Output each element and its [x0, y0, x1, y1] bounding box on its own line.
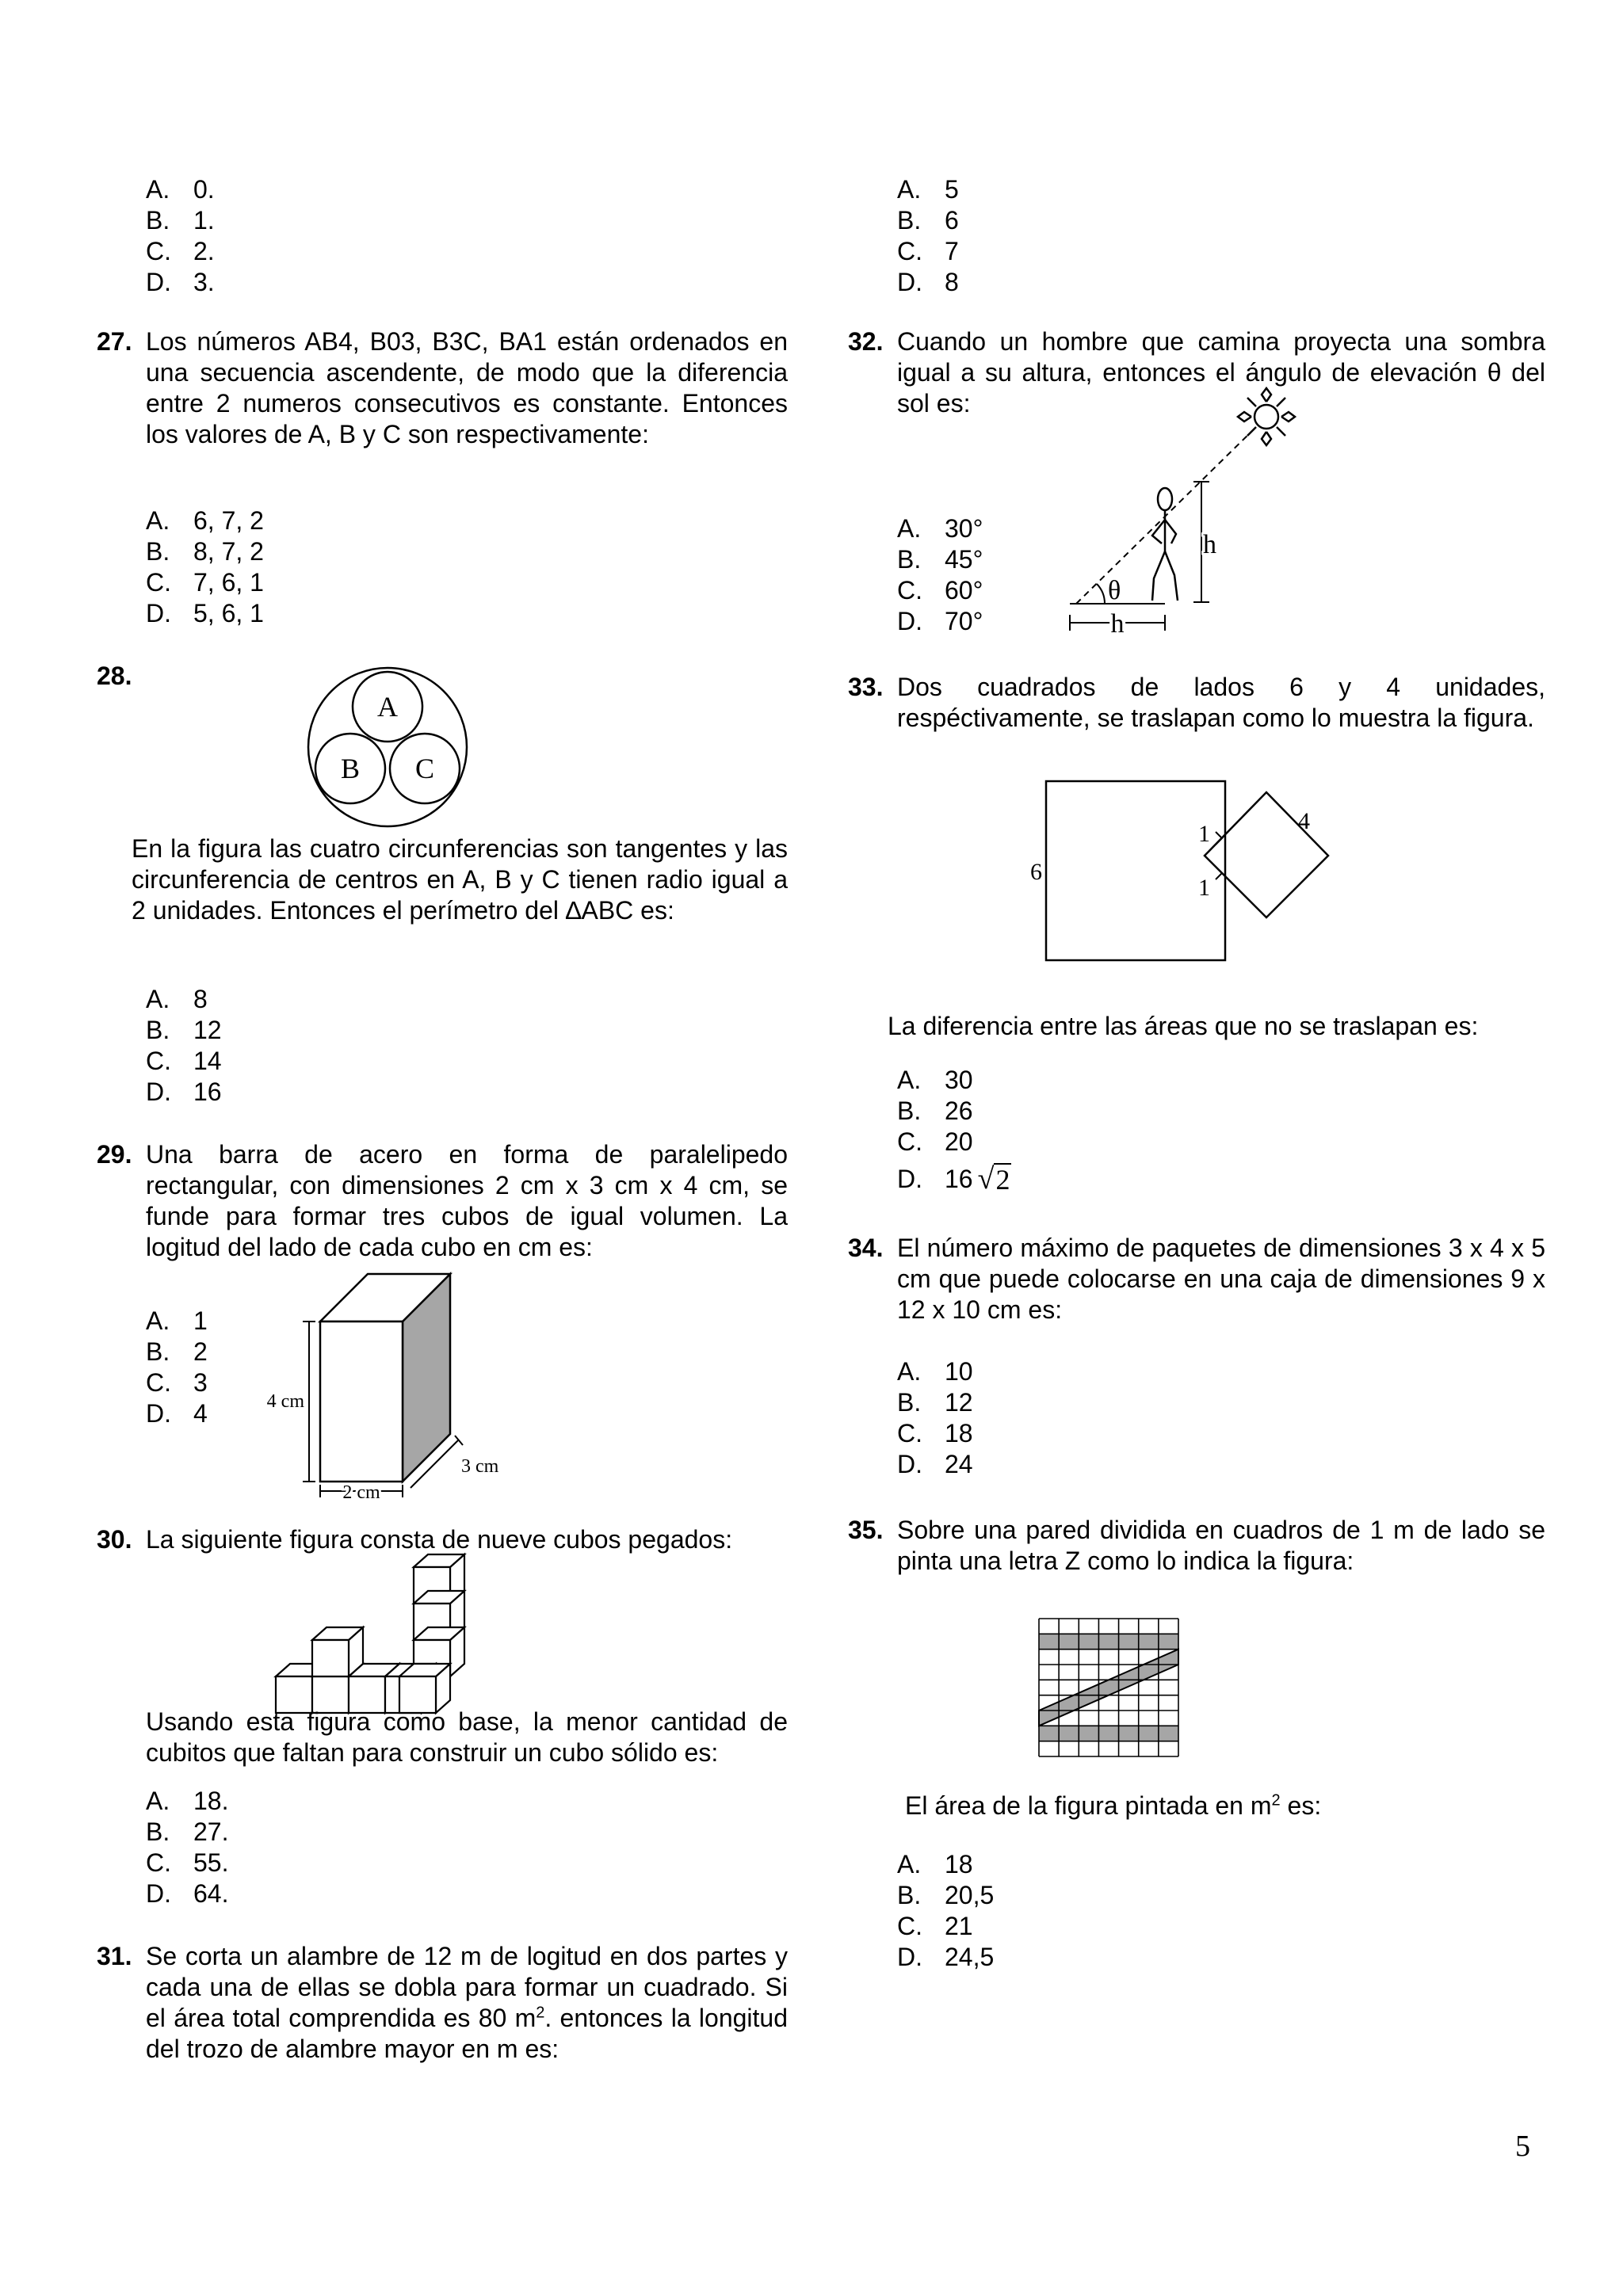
- unit-cube: [312, 1627, 363, 1676]
- q30-options: [146, 1786, 228, 1909]
- z-grid-figure: [1038, 1618, 1181, 1759]
- diagonal-band: [1039, 1650, 1178, 1726]
- question-text: La siguiente figura consta de nueve cubos pegados:: [146, 1525, 733, 1554]
- option-c[interactable]: C. 3: [146, 1368, 208, 1397]
- question-number: 31.: [97, 1942, 132, 1970]
- option-c[interactable]: C. 55.: [146, 1848, 229, 1877]
- sqrt-symbol: √: [977, 1162, 995, 1196]
- option-a[interactable]: A. 5: [897, 175, 959, 204]
- question-text: Una barra de acero en forma de paralelipedo rectangular, con dimensiones 2 cm x 3 cm x 4 cm, se funde para formar tres cubos de igual volumen. La logitud del lado de cada cubo en cm es:: [146, 1140, 788, 1261]
- option-d[interactable]: D. 24: [897, 1450, 973, 1478]
- option-d[interactable]: D. 24,5: [897, 1943, 995, 1971]
- option-d[interactable]: D. 16: [146, 1077, 222, 1106]
- cubes-figure: [176, 1545, 477, 1719]
- option-c[interactable]: C. 2.: [146, 237, 215, 265]
- shaded-band: [1039, 1634, 1178, 1649]
- question-text: Dos cuadrados de lados 6 y 4 unidades, respéctivamente, se traslapan como lo muestra la figura.: [897, 673, 1545, 732]
- question-28-text: En la figura las cuatro circunferencias son tangentes y las circunferencia de centros en A, B y C tienen radio igual a 2 unidades. Entonces el perímetro del ∆ABC es:: [132, 834, 788, 925]
- page-number: 5: [1515, 2130, 1530, 2163]
- option-a[interactable]: A. 8: [146, 985, 208, 1013]
- option-c[interactable]: C. 21: [897, 1912, 973, 1940]
- label-height: 4 cm: [266, 1391, 304, 1412]
- q33-options: [897, 1065, 973, 1158]
- sun-shadow-figure: [1046, 388, 1323, 642]
- question-text: Sobre una pared dividida en cuadros de 1 m de lado se pinta una letra Z como lo indica la figura:: [897, 1516, 1545, 1575]
- big-square: [1046, 781, 1225, 960]
- option-b[interactable]: B. 1.: [146, 206, 215, 235]
- label-width: 2 cm: [342, 1482, 380, 1503]
- option-b[interactable]: B. 12: [897, 1388, 973, 1417]
- option-c[interactable]: C. 60°: [897, 576, 983, 605]
- label-theta: θ: [1108, 576, 1121, 605]
- question-text: Los números AB4, B03, B3C, BA1 están ordenados en una secuencia ascendente, de modo que la diferencia entre 2 numeros consecutivos es constante. Entonces los valores de A, B y C son respectivamente:: [146, 327, 788, 448]
- label-h-vertical: h: [1203, 530, 1216, 559]
- option-a[interactable]: A. 10: [897, 1357, 973, 1386]
- option-a[interactable]: A. 0.: [146, 175, 215, 204]
- option-b[interactable]: B. 2: [146, 1337, 208, 1366]
- squares-figure: [991, 776, 1323, 974]
- label-b: B: [340, 753, 361, 784]
- left-column: [97, 0, 788, 2296]
- option-c[interactable]: C. 18: [897, 1419, 973, 1447]
- question-number: 33.: [848, 673, 884, 701]
- question-text: Se corta un alambre de 12 m de logitud en dos partes y cada una de ellas se dobla para formar un cuadrado. Si el área total comprendida es 80 $m^2$. entonces la longitud del trozo de alambre mayor en m es:: [146, 1942, 789, 2063]
- label-c: C: [414, 753, 435, 784]
- option-a[interactable]: A. 30°: [897, 514, 983, 543]
- q28-options: [146, 984, 222, 1108]
- option-b[interactable]: B. 12: [146, 1016, 222, 1044]
- question-33-text2: La diferencia entre las áreas que no se traslapan es:: [888, 1012, 1479, 1040]
- question-35-text2: El área de la figura pintada en $m^2$ es:: [905, 1791, 1322, 1820]
- q31-options: [897, 174, 959, 298]
- option-b[interactable]: B. 27.: [146, 1817, 229, 1846]
- question-number: 30.: [97, 1525, 132, 1554]
- question-text: Cuando un hombre que camina proyecta una sombra igual a su altura, entonces el ángulo de elevación θ del sol es:: [897, 327, 1545, 418]
- option-b[interactable]: B. 8, 7, 2: [146, 537, 264, 566]
- prism-figure: [263, 1268, 572, 1503]
- circles-figure: [304, 664, 471, 830]
- option-b[interactable]: B. 26: [897, 1097, 973, 1125]
- option-a[interactable]: A. 18.: [146, 1787, 229, 1815]
- man-icon: [1152, 488, 1178, 601]
- q29-options: [146, 1306, 208, 1429]
- option-c[interactable]: C. 14: [146, 1047, 222, 1075]
- option-a[interactable]: A. 30: [897, 1066, 973, 1094]
- option-a[interactable]: A. 6, 7, 2: [146, 506, 264, 535]
- q34-options: [897, 1356, 973, 1480]
- label-seg-top: 1: [1198, 821, 1210, 847]
- label-side-small: 4: [1298, 808, 1310, 834]
- option-d[interactable]: D. 70°: [897, 607, 983, 635]
- option-b[interactable]: B. 20,5: [897, 1881, 995, 1909]
- option-d[interactable]: D. 16 √ 2: [897, 1162, 1010, 1196]
- label-seg-bottom: 1: [1198, 875, 1210, 901]
- option-c[interactable]: C. 20: [897, 1127, 973, 1156]
- option-d[interactable]: D. 64.: [146, 1879, 229, 1908]
- label-a: A: [377, 691, 398, 723]
- question-number: 35.: [848, 1516, 884, 1544]
- unit-cube: [399, 1664, 450, 1713]
- question-number: 32.: [848, 327, 884, 356]
- option-b[interactable]: B. 6: [897, 206, 959, 235]
- question-number: 28.: [97, 662, 132, 690]
- q35-options: [897, 1849, 994, 1973]
- option-c[interactable]: C. 7: [897, 237, 959, 265]
- option-a[interactable]: A. 18: [897, 1850, 973, 1878]
- label-depth: 3 cm: [461, 1456, 499, 1477]
- option-d[interactable]: D. 8: [897, 268, 959, 296]
- label-h-horizontal: h: [1110, 609, 1125, 639]
- right-column: [848, 0, 1545, 2296]
- option-c[interactable]: C. 7, 6, 1: [146, 568, 264, 597]
- label-side-big: 6: [1030, 859, 1042, 885]
- shaded-band: [1039, 1726, 1178, 1741]
- question-30-text2: Usando esta figura como base, la menor cantidad de cubitos que faltan para construir un cubo sólido es:: [146, 1707, 788, 1767]
- question-number: 34.: [848, 1234, 884, 1262]
- prism-front-face: [320, 1322, 403, 1482]
- question-number: 29.: [97, 1140, 132, 1169]
- option-d[interactable]: D. 5, 6, 1: [146, 599, 264, 627]
- question-number: 27.: [97, 327, 132, 356]
- option-d[interactable]: D. 3.: [146, 268, 215, 296]
- option-a[interactable]: A. 1: [146, 1306, 208, 1335]
- option-b[interactable]: B. 45°: [897, 545, 983, 574]
- option-d[interactable]: D. 4: [146, 1399, 208, 1428]
- q26-options: [146, 174, 215, 298]
- q27-options: [146, 505, 264, 629]
- q32-options: [897, 513, 983, 637]
- question-text: El número máximo de paquetes de dimensiones 3 x 4 x 5 cm que puede colocarse en una caja de dimensiones 9 x 12 x 10 cm es:: [897, 1234, 1545, 1324]
